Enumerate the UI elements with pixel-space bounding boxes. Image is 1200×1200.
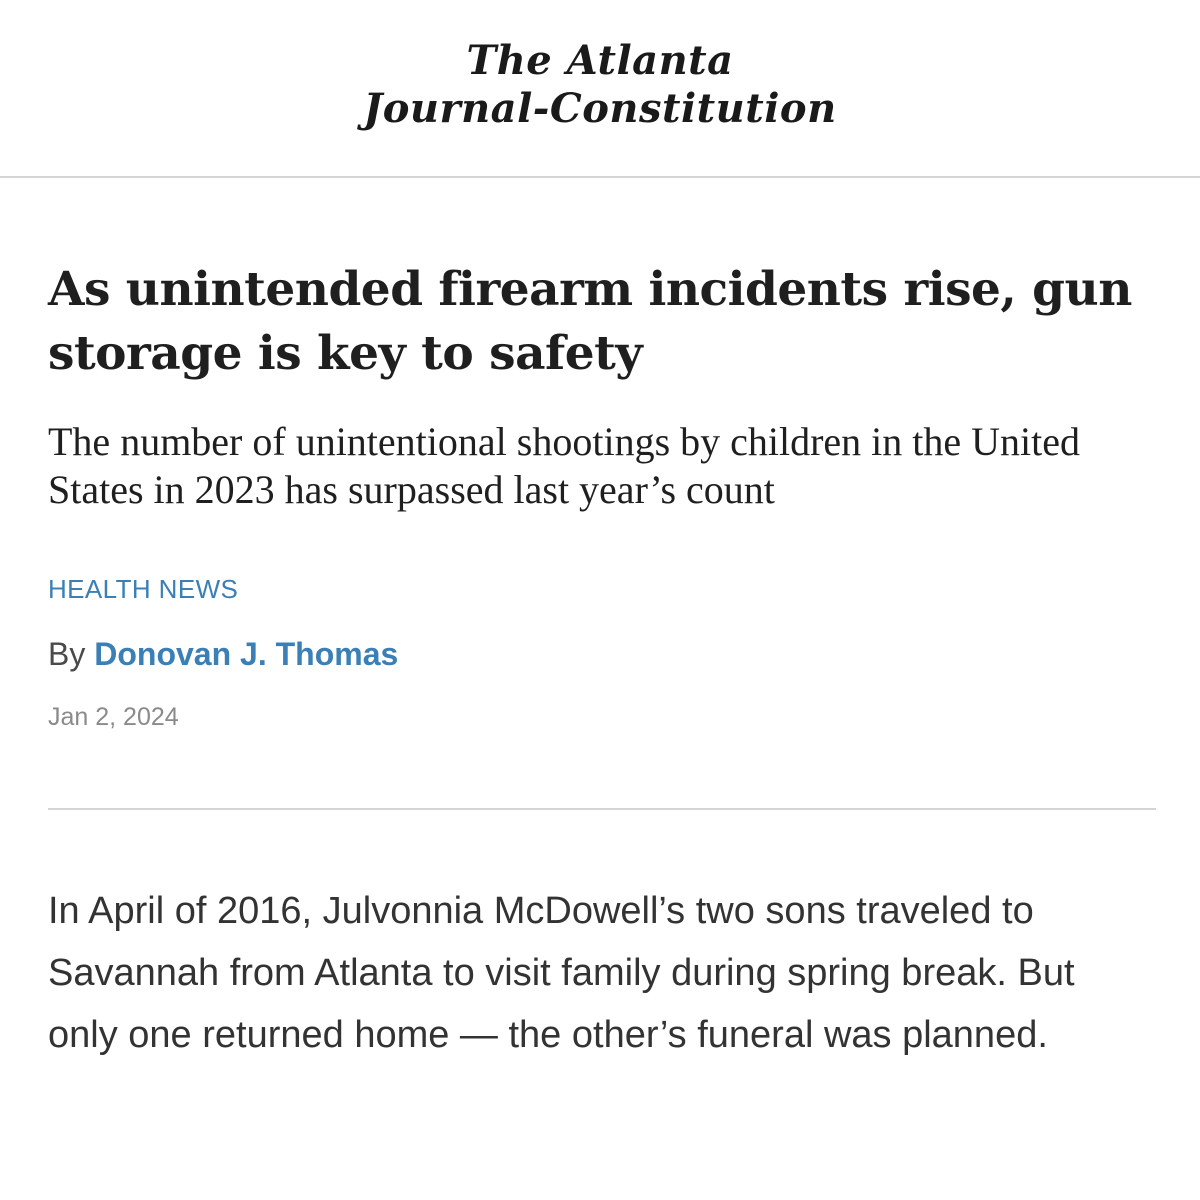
byline-prefix: By xyxy=(48,636,86,672)
section-link[interactable]: HEALTH NEWS xyxy=(48,574,239,604)
site-logo-line2[interactable]: Journal-Constitution xyxy=(363,85,837,132)
author-link[interactable]: Donovan J. Thomas xyxy=(94,636,399,672)
article-subheadline: The number of unintentional shootings by children in the United States in 2023 has surpassed last year’s count xyxy=(48,419,1081,512)
article-headline: As unintended firearm incidents rise, gun storage is key to safety xyxy=(48,262,1132,381)
site-logo-line1[interactable]: The Atlanta xyxy=(466,37,734,84)
byline xyxy=(48,634,398,674)
content-divider xyxy=(48,808,1156,810)
article-body-paragraph: In April of 2016, Julvonnia McDowell’s two sons traveled to Savannah from Atlanta to visit family during spring break. But only one returned home — the other’s funeral was planned. xyxy=(48,890,1075,1056)
publish-date: Jan 2, 2024 xyxy=(48,703,179,731)
masthead xyxy=(0,0,1200,178)
